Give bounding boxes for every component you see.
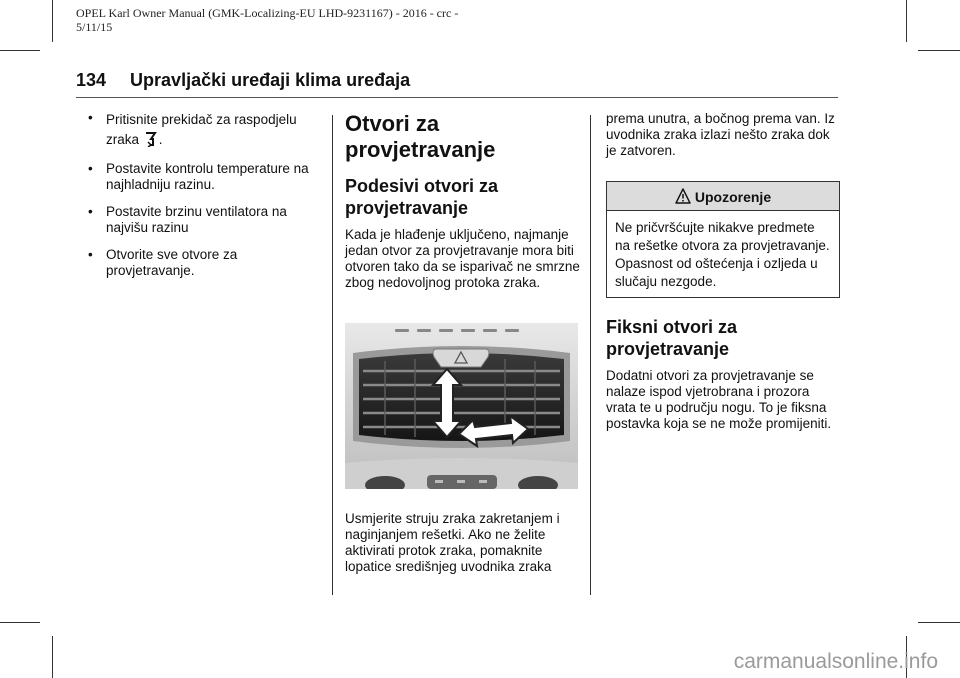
section-heading: Otvori za provjetravanje [345, 111, 496, 162]
warning-header [607, 182, 839, 211]
list-item-text: Pritisnite prekidač za raspodjelu zraka [106, 112, 297, 147]
warning-box [606, 181, 840, 298]
subsection-heading: Podesivi otvori za provjetravanje [345, 176, 499, 218]
list-item [88, 204, 320, 236]
heading-rule [76, 97, 838, 98]
column-middle [345, 111, 580, 575]
vent-illustration [345, 323, 580, 493]
crop-mark [906, 0, 907, 42]
list-item-text: Postavite kontrolu temperature na najhladniju razinu. [106, 161, 309, 192]
document-meta [76, 6, 458, 34]
list-item-text: Otvorite sve otvore za provjetravanje. [106, 247, 238, 278]
crop-mark [52, 636, 53, 678]
subsection-heading: Fiksni otvori za provjetravanje [606, 317, 738, 359]
crop-mark [918, 50, 960, 51]
column-left [88, 110, 320, 290]
column-divider [332, 115, 333, 595]
list-item [88, 161, 320, 193]
list-item [88, 247, 320, 279]
crop-mark [0, 622, 40, 623]
bullet-marker: • [88, 110, 93, 125]
air-distribution-icon [145, 131, 159, 147]
column-divider [590, 115, 591, 595]
list-item [88, 110, 320, 150]
document-meta-line1: OPEL Karl Owner Manual (GMK-Localizing-EU LHD-9231167) - 2016 - crc - [76, 6, 459, 20]
paragraph: Dodatni otvori za provjetravanje se nalaze ispod vjetrobrana i prozora vrata te u području nogu. To je fiksna postavka koja se ne može promijeniti. [606, 368, 832, 431]
column-right [606, 111, 840, 432]
list-item-text: Postavite brzinu ventilatora na najvišu razinu [106, 204, 287, 235]
page-number: 134 [76, 70, 107, 90]
paragraph: prema unutra, a bočnog prema van. Iz uvodnika zraka izlazi nešto zraka dok je zatvoren. [606, 111, 835, 158]
watermark: carmanualsonline.info [733, 650, 938, 673]
crop-mark [918, 622, 960, 623]
air-vent-illustration [345, 323, 578, 489]
warning-text: Ne pričvršćujte nikakve predmete na rešetke otvora za provjetravanje. Opasnost od oštećenja i ozljeda u slučaju nezgode. [615, 220, 830, 289]
crop-mark [52, 0, 53, 42]
paragraph: Usmjerite struju zraka zakretanjem i naginjanjem rešetki. Ako ne želite aktivirati protok zraka, pomaknite lopatice središnjeg uvodnika zraka [345, 511, 560, 574]
document-meta-line2: 5/11/15 [76, 20, 113, 34]
section-title: Upravljački uređaji klima uređaja [130, 70, 411, 90]
warning-title: Upozorenje [694, 189, 772, 205]
crop-mark [0, 50, 40, 51]
bullet-marker: • [88, 247, 93, 262]
warning-icon [675, 188, 691, 204]
page-heading [76, 70, 410, 91]
list-item-end: . [158, 132, 163, 147]
bullet-marker: • [88, 204, 93, 219]
paragraph: Kada je hlađenje uključeno, najmanje jedan otvor za provjetravanje mora biti otvoren tako da se isparivač ne smrzne zbog nedovoljnog protoka zraka. [345, 227, 580, 290]
bullet-marker: • [88, 161, 93, 176]
